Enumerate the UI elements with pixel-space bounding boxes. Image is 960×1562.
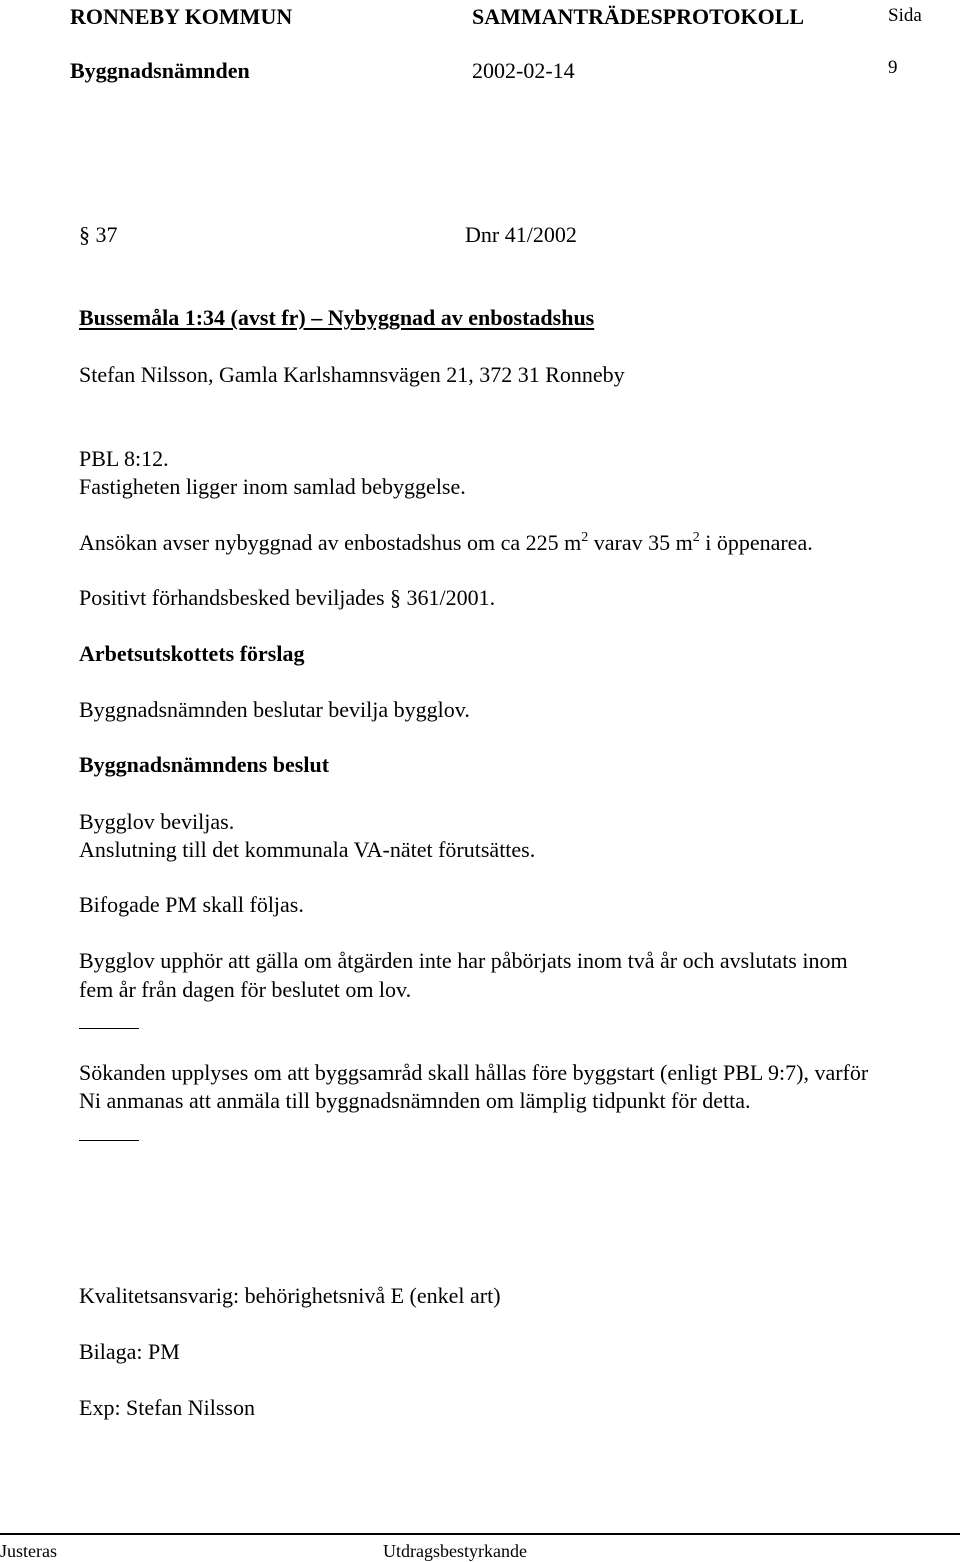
footer-justeras: Justeras bbox=[0, 1541, 57, 1561]
notice-line-2: Ni anmanas att anmäla till byggnadsnämnden om lämplig tidpunkt för detta. bbox=[79, 1088, 751, 1113]
document-type: SAMMANTRÄDESPROTOKOLL bbox=[472, 4, 805, 29]
expedition: Exp: Stefan Nilsson bbox=[79, 1395, 255, 1420]
org-name: RONNEBY KOMMUN bbox=[70, 4, 293, 29]
decision-heading: Byggnadsnämndens beslut bbox=[79, 752, 330, 777]
location-text: Fastigheten ligger inom samlad bebyggelse. bbox=[79, 474, 466, 499]
separator-rule bbox=[79, 1028, 139, 1029]
notice-line-1: Sökanden upplyses om att byggsamråd skall hållas före byggstart (enligt PBL 9:7), varför bbox=[79, 1060, 869, 1085]
validity-line-1: Bygglov upphör att gälla om åtgärden inte har påbörjats inom två år och avslutats inom bbox=[79, 948, 848, 973]
quality-responsible: Kvalitetsansvarig: behörighetsnivå E (enkel art) bbox=[79, 1283, 501, 1308]
page-label: Sida bbox=[888, 5, 922, 26]
case-number-value: 37 bbox=[95, 222, 118, 247]
proposal-text: Byggnadsnämnden beslutar bevilja bygglov. bbox=[79, 697, 470, 722]
committee-name: Byggnadsnämnden bbox=[70, 58, 250, 83]
case-title: Bussemåla 1:34 (avst fr) – Nybyggnad av enbostadshus bbox=[79, 305, 595, 330]
proposal-heading: Arbetsutskottets förslag bbox=[79, 641, 305, 666]
dnr: Dnr 41/2002 bbox=[465, 222, 577, 247]
case-number bbox=[79, 224, 118, 246]
decision-line-1: Bygglov beviljas. bbox=[79, 809, 235, 834]
page-number: 9 bbox=[888, 57, 898, 78]
application-text: Ansökan avser nybyggnad av enbostadshus om ca 225 $m^2$ varav 35 $m^2$ i öppenarea. bbox=[79, 530, 813, 555]
decision-line-2: Anslutning till det kommunala VA-nätet förutsättes. bbox=[79, 837, 536, 862]
footer-utdragsbestyrkande: Utdragsbestyrkande bbox=[383, 1541, 527, 1561]
pbl-reference: PBL 8:12. bbox=[79, 446, 169, 471]
meeting-date: 2002-02-14 bbox=[472, 58, 575, 83]
separator-rule bbox=[79, 1140, 139, 1141]
superscript-2: 2 bbox=[581, 530, 589, 545]
section-symbol: § bbox=[390, 585, 402, 610]
prior-decision: Positivt förhandsbesked beviljades § 361/2001. bbox=[79, 585, 496, 610]
superscript-2b: 2 bbox=[692, 530, 700, 545]
pm-note: Bifogade PM skall följas. bbox=[79, 892, 304, 917]
footer-rule bbox=[0, 1533, 960, 1535]
section-symbol: § bbox=[79, 222, 90, 247]
validity-line-2: fem år från dagen för beslutet om lov. bbox=[79, 977, 412, 1002]
attachment: Bilaga: PM bbox=[79, 1339, 180, 1364]
applicant: Stefan Nilsson, Gamla Karlshamnsvägen 21, 372 31 Ronneby bbox=[79, 362, 625, 387]
